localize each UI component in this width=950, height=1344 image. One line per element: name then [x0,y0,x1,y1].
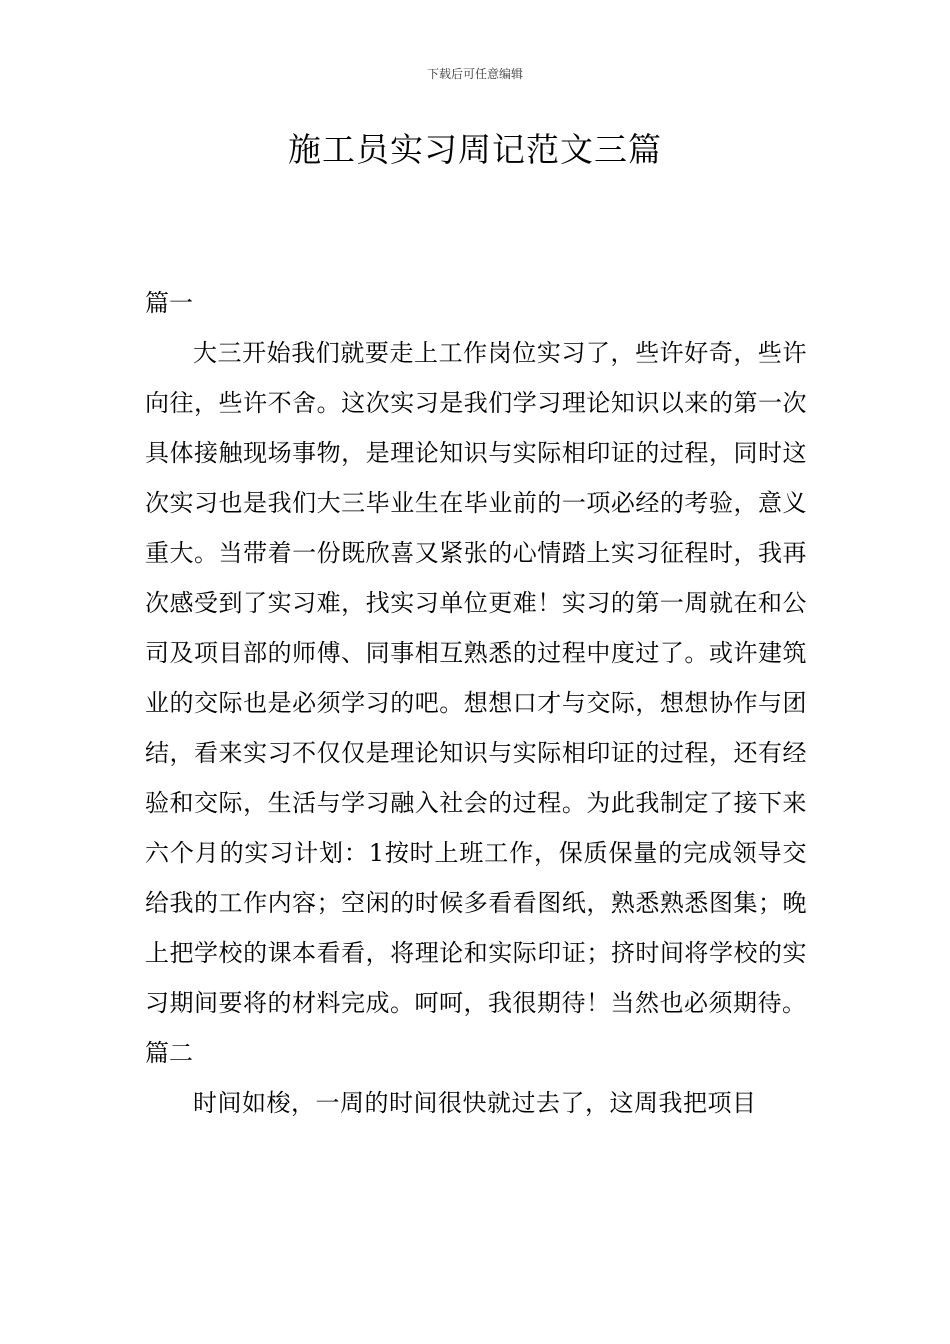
section-paragraph-1: 大三开始我们就要走上工作岗位实习了，些许好奇，些许向往，些许不舍。这次实习是我们学习理论知识以来的第一次具体接触现场事物，是理论知识与实际相印证的过程，同时这次实习也是我们大三毕业生在毕业前的一项必经的考验，意义重大。当带着一份既欣喜又紧张的心情踏上实习征程时，我再次感受到了实习难，找实习单位更难！实习的第一周就在和公司及项目部的师傅、同事相互熟悉的过程中度过了。或许建筑业的交际也是必须学习的吧。想想口才与交际，想想协作与团结，看来实习不仅仅是理论知识与实际相印证的过程，还有经验和交际，生活与学习融入社会的过程。为此我制定了接下来六个月的实习计划：1按时上班工作，保质保量的完成领导交给我的工作内容；空闲的时候多看看图纸，熟悉熟悉图集；晚上把学校的课本看看，将理论和实际印证；挤时间将学校的实习期间要将的材料完成。呵呵，我很期待！当然也必须期待。 [145,339,807,1017]
section-paragraph-2: 时间如梭，一周的时间很快就过去了，这周我把项目 [193,1089,757,1117]
section-heading-2: 篇二 [145,1039,193,1067]
document-body [145,278,807,1128]
header-note: 下载后可任意编辑 [426,67,523,81]
section-heading-1: 篇一 [145,289,193,317]
document-title: 施工员实习周记范文三篇 [288,130,662,169]
